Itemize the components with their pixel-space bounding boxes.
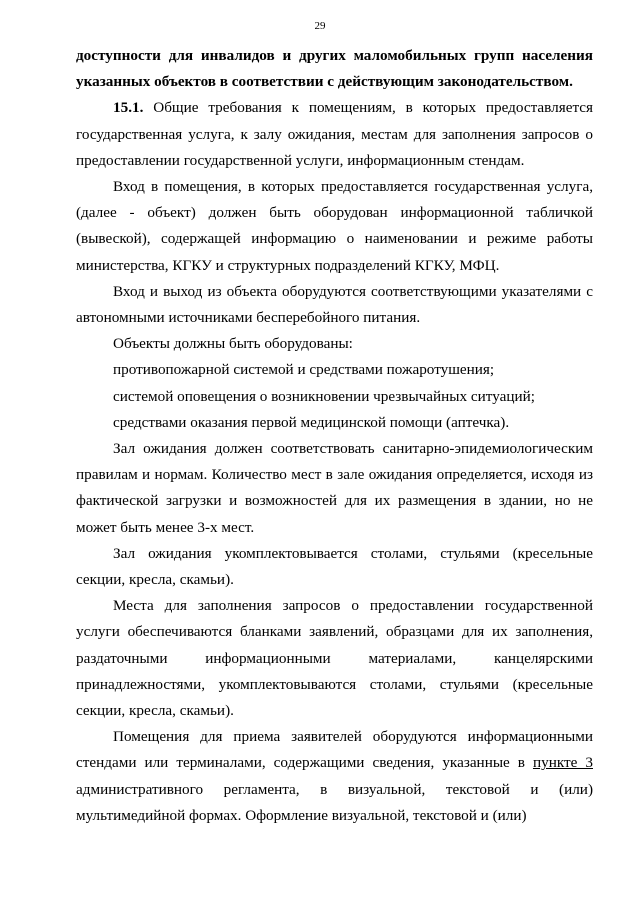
section-text: Общие требования к помещениям, в которых предоставляется государственная услуга, к залу ожидания, местам для заполнения запросов о предоставлении государственной услуги, информационным стендам. (76, 99, 593, 169)
paragraph-waiting-room: Зал ожидания должен соответствовать санитарно-эпидемиологическим правилам и нормам. Количество мест в зале ожидания определяется, исходя из фактической загрузки и возможностей для их размещения в здании, но не может быть менее 3-х мест. (76, 440, 593, 536)
document-body (76, 43, 593, 829)
paragraph-accessibility: доступности для инвалидов и других маломобильных групп населения указанных объектов в соответствии с действующим законодательством. (76, 47, 593, 91)
list-item-fire-system: противопожарной системой и средствами пожаротушения; (113, 361, 495, 379)
clause-3-link[interactable]: пункте 3 (532, 754, 593, 772)
info-stands-text-end: административного регламента, в визуальной, текстовой и (или) мультимедийной формах. Оформление визуальной, текстовой и (или) (76, 780, 593, 824)
paragraph-info-stands (76, 724, 593, 829)
list-item-alert-system: системой оповещения о возникновении чрезвычайных ситуаций; (113, 387, 535, 405)
paragraph-waiting-room-furniture: Зал ожидания укомплектовывается столами, стульями (кресельные секции, кресла, скамьи). (76, 544, 593, 589)
info-stands-text-start: Помещения для приема заявителей оборудуются информационными стендами или терминалами, содержащими сведения, указанные в (76, 728, 593, 772)
section-number: 15.1. (113, 99, 144, 117)
paragraph-request-places: Места для заполнения запросов о предоставлении государственной услуги обеспечиваются бланками заявлений, образцами для их заполнения, раздаточными информационными материалами, канцелярскими принадлежностями, укомплектовываются столами, стульями (кресельные секции, кресла, скамьи). (76, 597, 593, 720)
list-item-first-aid: средствами оказания первой медицинской помощи (аптечка). (113, 413, 510, 431)
page-number: 29 (314, 20, 326, 32)
paragraph-15-1 (76, 95, 593, 174)
paragraph-equipment-intro: Объекты должны быть оборудованы: (113, 335, 353, 353)
paragraph-entrance-sign: Вход в помещения, в которых предоставляется государственная услуга, (далее - объект) должен быть оборудован информационной табличкой (вывеской), содержащей информацию о наименовании и режиме работы министерства, КГКУ и структурных подразделений КГКУ, МФЦ. (76, 178, 593, 274)
paragraph-entrance-exit: Вход и выход из объекта оборудуются соответствующими указателями с автономными источниками бесперебойного питания. (76, 282, 593, 327)
